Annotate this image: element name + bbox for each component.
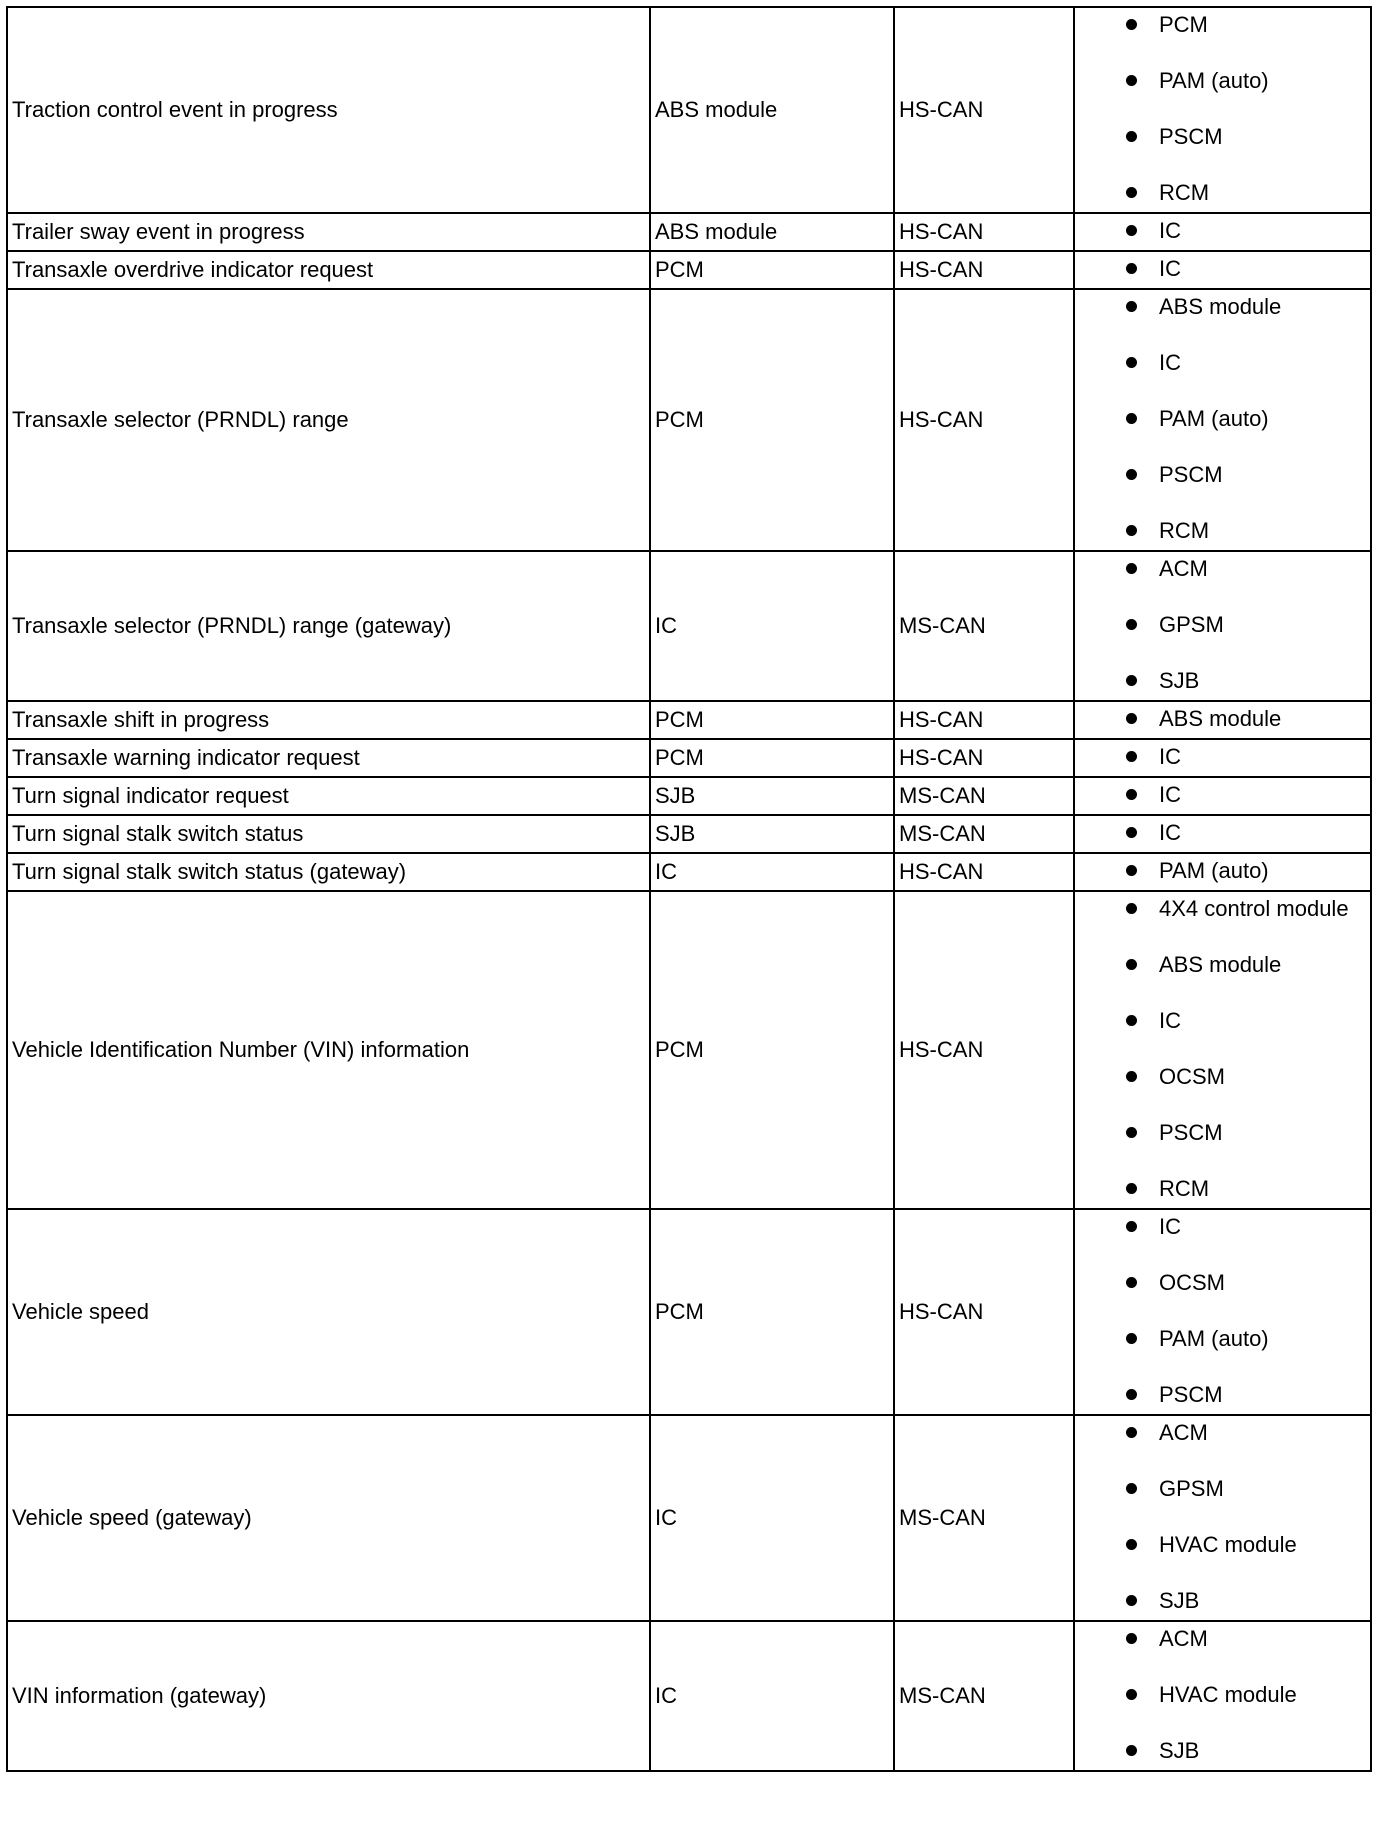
receiving-module-item [1075, 782, 1364, 808]
originating-module-cell: ABS module [650, 7, 894, 213]
receiving-module-item [1075, 406, 1364, 432]
receiving-module-item [1075, 706, 1364, 732]
message-cell: Vehicle speed [7, 1209, 650, 1415]
receiving-module-label: IC [1159, 256, 1181, 281]
receiving-modules-cell [1074, 701, 1371, 739]
network-cell: HS-CAN [894, 739, 1074, 777]
network-cell: HS-CAN [894, 891, 1074, 1209]
receiving-module-label: PSCM [1159, 1382, 1223, 1407]
bullet-icon [1126, 225, 1137, 236]
receiving-modules-cell [1074, 739, 1371, 777]
receiving-modules-cell [1074, 1209, 1371, 1415]
receiving-module-item [1075, 1214, 1364, 1240]
receiving-module-label: RCM [1159, 518, 1210, 543]
receiving-module-label: RCM [1159, 1176, 1210, 1201]
message-cell: Traction control event in progress [7, 7, 650, 213]
bullet-icon [1126, 959, 1137, 970]
receiving-modules-list [1075, 1214, 1364, 1408]
receiving-modules-list [1075, 256, 1364, 282]
receiving-module-label: ACM [1159, 1420, 1208, 1445]
receiving-module-label: 4X4 control module [1159, 896, 1349, 921]
originating-module-cell: SJB [650, 777, 894, 815]
receiving-modules-cell [1074, 551, 1371, 701]
receiving-module-item [1075, 820, 1364, 846]
receiving-module-label: RCM [1159, 180, 1210, 205]
network-cell: MS-CAN [894, 1415, 1074, 1621]
bullet-icon [1126, 469, 1137, 480]
receiving-module-item [1075, 744, 1364, 770]
receiving-modules-list [1075, 1626, 1364, 1764]
receiving-module-item [1075, 1682, 1364, 1708]
receiving-module-item [1075, 1476, 1364, 1502]
receiving-module-label: ABS module [1159, 294, 1282, 319]
originating-module-cell: ABS module [650, 213, 894, 251]
bullet-icon [1126, 301, 1137, 312]
table-row [7, 1621, 1371, 1771]
message-cell: Transaxle selector (PRNDL) range [7, 289, 650, 551]
bullet-icon [1126, 75, 1137, 86]
receiving-modules-list [1075, 820, 1364, 846]
receiving-modules-cell [1074, 1621, 1371, 1771]
receiving-module-label: IC [1159, 782, 1181, 807]
message-cell: Transaxle overdrive indicator request [7, 251, 650, 289]
bullet-icon [1126, 19, 1137, 30]
bullet-icon [1126, 1389, 1137, 1400]
receiving-module-label: PAM (auto) [1159, 68, 1269, 93]
network-cell: HS-CAN [894, 251, 1074, 289]
receiving-modules-cell [1074, 853, 1371, 891]
receiving-module-label: SJB [1159, 668, 1200, 693]
receiving-module-item [1075, 294, 1364, 320]
receiving-module-item [1075, 1738, 1364, 1764]
bullet-icon [1126, 827, 1137, 838]
receiving-module-label: IC [1159, 820, 1181, 845]
table-row [7, 701, 1371, 739]
table-row [7, 1209, 1371, 1415]
receiving-modules-list [1075, 706, 1364, 732]
receiving-module-item [1075, 350, 1364, 376]
message-cell: Turn signal stalk switch status [7, 815, 650, 853]
message-cell: Vehicle Identification Number (VIN) information [7, 891, 650, 1209]
receiving-modules-cell [1074, 7, 1371, 213]
table-body [7, 7, 1371, 1771]
message-cell: VIN information (gateway) [7, 1621, 650, 1771]
originating-module-cell: PCM [650, 251, 894, 289]
originating-module-cell: PCM [650, 289, 894, 551]
originating-module-cell: PCM [650, 891, 894, 1209]
receiving-modules-list [1075, 218, 1364, 244]
receiving-modules-list [1075, 294, 1364, 544]
receiving-module-label: ACM [1159, 1626, 1208, 1651]
receiving-module-label: ABS module [1159, 952, 1282, 977]
bullet-icon [1126, 357, 1137, 368]
bullet-icon [1126, 865, 1137, 876]
receiving-module-label: GPSM [1159, 612, 1224, 637]
receiving-modules-cell [1074, 891, 1371, 1209]
receiving-modules-list [1075, 782, 1364, 808]
receiving-modules-list [1075, 896, 1364, 1202]
network-cell: HS-CAN [894, 7, 1074, 213]
receiving-module-label: PCM [1159, 12, 1208, 37]
bullet-icon [1126, 1015, 1137, 1026]
network-message-table [6, 6, 1372, 1772]
receiving-module-item [1075, 1120, 1364, 1146]
receiving-module-label: SJB [1159, 1738, 1200, 1763]
bullet-icon [1126, 1427, 1137, 1438]
originating-module-cell: IC [650, 1621, 894, 1771]
table-row [7, 853, 1371, 891]
receiving-modules-cell [1074, 1415, 1371, 1621]
message-cell: Turn signal indicator request [7, 777, 650, 815]
receiving-modules-cell [1074, 213, 1371, 251]
network-cell: HS-CAN [894, 701, 1074, 739]
receiving-module-label: IC [1159, 350, 1181, 375]
bullet-icon [1126, 1745, 1137, 1756]
originating-module-cell: IC [650, 1415, 894, 1621]
table-row [7, 891, 1371, 1209]
bullet-icon [1126, 1221, 1137, 1232]
network-cell: HS-CAN [894, 853, 1074, 891]
receiving-module-item [1075, 180, 1364, 206]
receiving-module-label: ABS module [1159, 706, 1282, 731]
receiving-module-item [1075, 858, 1364, 884]
receiving-modules-list [1075, 12, 1364, 206]
originating-module-cell: IC [650, 853, 894, 891]
bullet-icon [1126, 789, 1137, 800]
bullet-icon [1126, 263, 1137, 274]
bullet-icon [1126, 1277, 1137, 1288]
originating-module-cell: PCM [650, 739, 894, 777]
receiving-module-label: IC [1159, 218, 1181, 243]
bullet-icon [1126, 1333, 1137, 1344]
receiving-module-item [1075, 952, 1364, 978]
table-row [7, 213, 1371, 251]
receiving-module-item [1075, 1326, 1364, 1352]
receiving-module-item [1075, 1270, 1364, 1296]
bullet-icon [1126, 713, 1137, 724]
receiving-module-item [1075, 896, 1364, 922]
receiving-module-label: IC [1159, 1008, 1181, 1033]
receiving-modules-list [1075, 556, 1364, 694]
bullet-icon [1126, 413, 1137, 424]
receiving-module-label: PSCM [1159, 462, 1223, 487]
bullet-icon [1126, 1483, 1137, 1494]
receiving-module-label: PSCM [1159, 124, 1223, 149]
receiving-module-label: IC [1159, 744, 1181, 769]
receiving-module-item [1075, 556, 1364, 582]
receiving-module-item [1075, 256, 1364, 282]
receiving-module-item [1075, 1626, 1364, 1652]
receiving-module-item [1075, 518, 1364, 544]
originating-module-cell: IC [650, 551, 894, 701]
receiving-module-item [1075, 1064, 1364, 1090]
table-row [7, 289, 1371, 551]
receiving-module-item [1075, 12, 1364, 38]
receiving-module-label: IC [1159, 1214, 1181, 1239]
receiving-modules-cell [1074, 815, 1371, 853]
table-row [7, 1415, 1371, 1621]
receiving-module-label: PSCM [1159, 1120, 1223, 1145]
receiving-module-item [1075, 1420, 1364, 1446]
message-cell: Transaxle warning indicator request [7, 739, 650, 777]
bullet-icon [1126, 131, 1137, 142]
table-row [7, 7, 1371, 213]
network-cell: MS-CAN [894, 815, 1074, 853]
bullet-icon [1126, 751, 1137, 762]
bullet-icon [1126, 1539, 1137, 1550]
network-cell: HS-CAN [894, 289, 1074, 551]
receiving-module-item [1075, 1588, 1364, 1614]
receiving-module-item [1075, 1008, 1364, 1034]
receiving-module-label: PAM (auto) [1159, 406, 1269, 431]
receiving-modules-list [1075, 744, 1364, 770]
bullet-icon [1126, 563, 1137, 574]
message-cell: Trailer sway event in progress [7, 213, 650, 251]
receiving-module-label: HVAC module [1159, 1682, 1297, 1707]
receiving-modules-cell [1074, 289, 1371, 551]
originating-module-cell: PCM [650, 701, 894, 739]
originating-module-cell: SJB [650, 815, 894, 853]
receiving-module-label: SJB [1159, 1588, 1200, 1613]
receiving-module-label: OCSM [1159, 1064, 1225, 1089]
table-row [7, 777, 1371, 815]
bullet-icon [1126, 187, 1137, 198]
receiving-module-label: ACM [1159, 556, 1208, 581]
network-cell: MS-CAN [894, 777, 1074, 815]
table-row [7, 251, 1371, 289]
receiving-module-label: PAM (auto) [1159, 1326, 1269, 1351]
receiving-module-item [1075, 612, 1364, 638]
receiving-module-label: GPSM [1159, 1476, 1224, 1501]
receiving-module-label: HVAC module [1159, 1532, 1297, 1557]
receiving-module-item [1075, 218, 1364, 244]
bullet-icon [1126, 1127, 1137, 1138]
network-cell: HS-CAN [894, 213, 1074, 251]
bullet-icon [1126, 1183, 1137, 1194]
receiving-module-item [1075, 1532, 1364, 1558]
bullet-icon [1126, 1595, 1137, 1606]
network-cell: MS-CAN [894, 1621, 1074, 1771]
network-cell: HS-CAN [894, 1209, 1074, 1415]
receiving-modules-list [1075, 1420, 1364, 1614]
bullet-icon [1126, 1689, 1137, 1700]
bullet-icon [1126, 675, 1137, 686]
receiving-module-item [1075, 1382, 1364, 1408]
message-cell: Vehicle speed (gateway) [7, 1415, 650, 1621]
message-cell: Transaxle shift in progress [7, 701, 650, 739]
receiving-module-label: PAM (auto) [1159, 858, 1269, 883]
receiving-modules-cell [1074, 777, 1371, 815]
receiving-module-item [1075, 1176, 1364, 1202]
table-row [7, 739, 1371, 777]
receiving-module-item [1075, 68, 1364, 94]
table-row [7, 551, 1371, 701]
originating-module-cell: PCM [650, 1209, 894, 1415]
network-cell: MS-CAN [894, 551, 1074, 701]
receiving-module-item [1075, 124, 1364, 150]
message-cell: Turn signal stalk switch status (gateway) [7, 853, 650, 891]
receiving-modules-cell [1074, 251, 1371, 289]
bullet-icon [1126, 619, 1137, 630]
receiving-modules-list [1075, 858, 1364, 884]
table-row [7, 815, 1371, 853]
bullet-icon [1126, 903, 1137, 914]
bullet-icon [1126, 1633, 1137, 1644]
bullet-icon [1126, 1071, 1137, 1082]
receiving-module-item [1075, 462, 1364, 488]
message-cell: Transaxle selector (PRNDL) range (gateway) [7, 551, 650, 701]
receiving-module-item [1075, 668, 1364, 694]
bullet-icon [1126, 525, 1137, 536]
receiving-module-label: OCSM [1159, 1270, 1225, 1295]
